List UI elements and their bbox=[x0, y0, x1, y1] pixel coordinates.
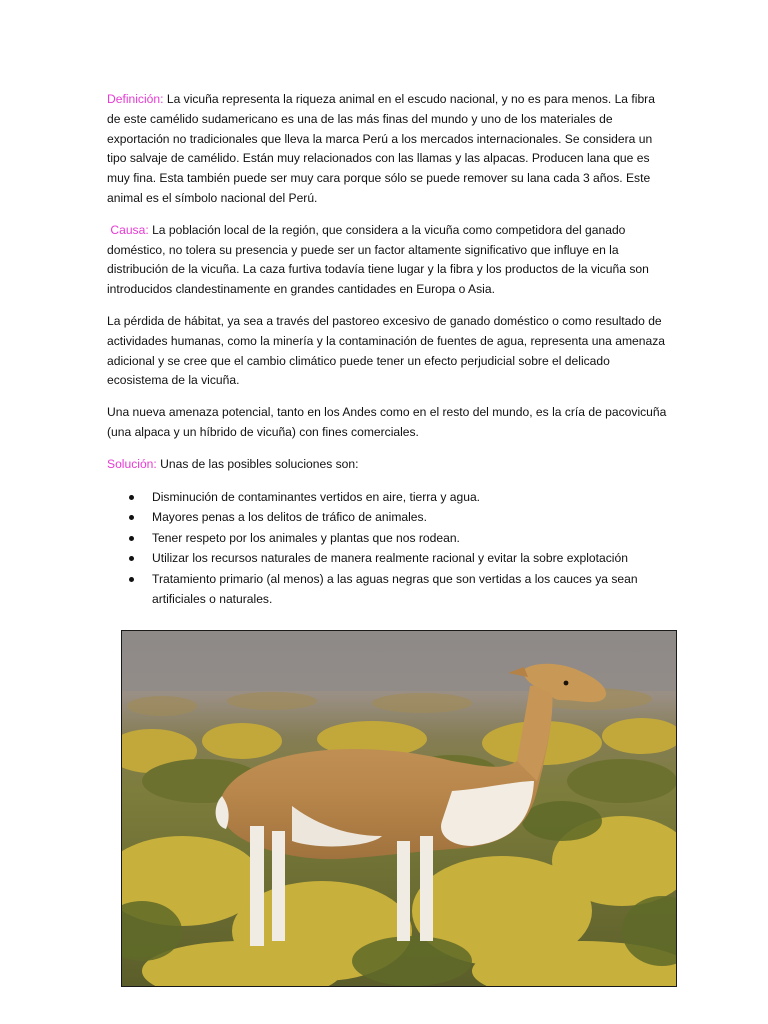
causa-paragraph bbox=[107, 221, 667, 300]
definicion-text: La vicuña representa la riqueza animal en el escudo nacional, y no es para menos. La fibra de este camélido sudamericano es una de las más finas del mundo y uno de los materiales de exportación no tradicionales que lleva la marca Perú a los mercados internacionales. Se considera un tipo salvaje de camélido. Están muy relacionados con las llamas y las alpacas. Producen lana que es muy fina. Esta también puede ser muy cara porque sólo se puede remover su lana cada 3 años. Este animal es el símbolo nacional del Perú. bbox=[107, 92, 655, 205]
solucion-label: Solución: bbox=[107, 456, 157, 471]
causa-label: Causa: bbox=[110, 222, 149, 237]
causa-text: La población local de la región, que considera a la vicuña como competidora del ganado doméstico, no tolera su presencia y puede ser un factor altamente significativo que influye en la distribución de la vicuña. La caza furtiva todavía tiene lugar y la fibra y los productos de la vicuña son introducidos clandestinamente en grandes cantidades en Europa o Asia. bbox=[107, 222, 649, 297]
document-body bbox=[107, 90, 667, 610]
bullet-icon bbox=[129, 495, 134, 500]
definicion-label: Definición: bbox=[107, 92, 164, 106]
solution-item: Tratamiento primario (al menos) a las aguas negras que son vertidas a los cauces ya sean artificiales o naturales. bbox=[107, 569, 667, 610]
bullet-icon bbox=[129, 515, 134, 520]
solution-item: Tener respeto por los animales y plantas que nos rodean. bbox=[107, 528, 667, 549]
solution-item: Disminución de contaminantes vertidos en aire, tierra y agua. bbox=[107, 487, 667, 508]
definicion-paragraph bbox=[107, 90, 667, 209]
habitat-paragraph: La pérdida de hábitat, ya sea a través del pastoreo excesivo de ganado doméstico o como resultado de actividades humanas, como la minería y la contaminación de fuentes de agua, representa una amenaza adicional y se cree que el cambio climático puede tener un efecto perjudicial sobre el delicado ecosistema de la vicuña. bbox=[107, 313, 665, 388]
solucion-text: Unas de las posibles soluciones son: bbox=[160, 456, 359, 471]
vicuna-photo bbox=[121, 630, 677, 987]
solutions-list bbox=[107, 487, 667, 610]
bullet-icon bbox=[129, 556, 134, 561]
solution-item: Mayores penas a los delitos de tráfico de animales. bbox=[107, 507, 667, 528]
solucion-paragraph bbox=[107, 455, 667, 475]
amenaza-paragraph: Una nueva amenaza potencial, tanto en los Andes como en el resto del mundo, es la cría de pacovicuña (una alpaca y un híbrido de vicuña) con fines comerciales. bbox=[107, 405, 667, 439]
bullet-icon bbox=[129, 577, 134, 582]
solution-item: Utilizar los recursos naturales de manera realmente racional y evitar la sobre explotación bbox=[107, 548, 667, 569]
bullet-icon bbox=[129, 536, 134, 541]
